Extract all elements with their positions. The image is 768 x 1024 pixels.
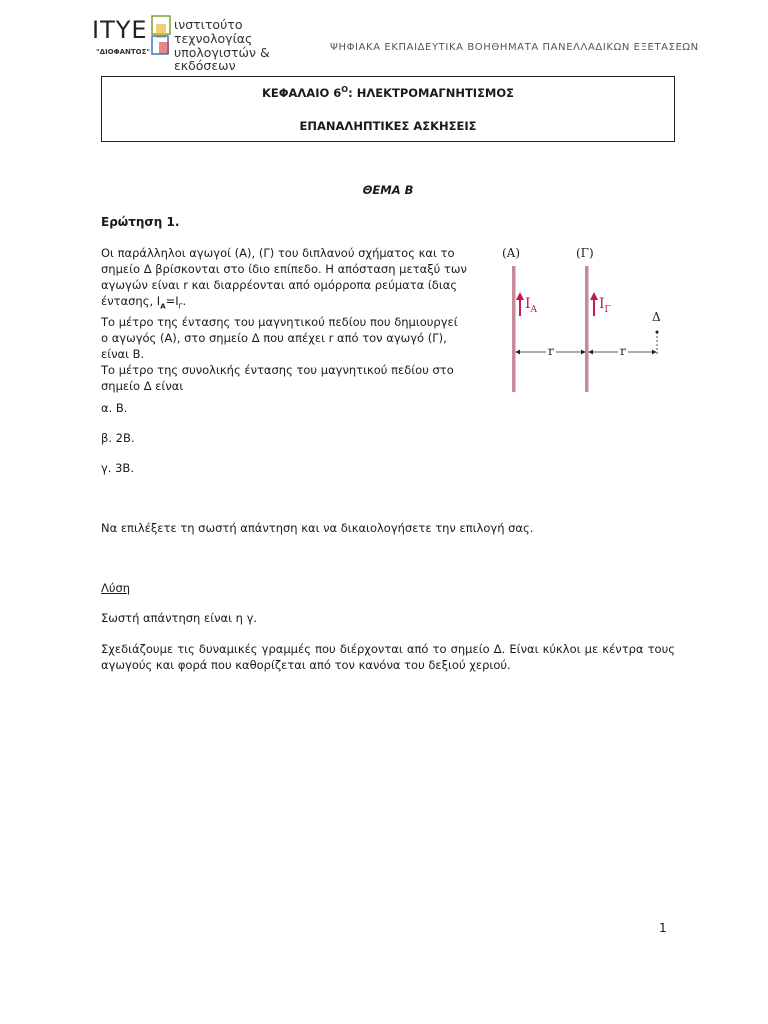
question-text bbox=[101, 245, 493, 394]
question-line-9: σημείο Δ είναι bbox=[101, 379, 184, 394]
question-line-4 bbox=[101, 293, 493, 314]
logo-line-3: υπολογιστών & εκδόσεων bbox=[174, 45, 270, 73]
chapter-title-box bbox=[101, 76, 675, 142]
instruction-text: Να επιλέξετε τη σωστή απάντηση και να δικαιολογήσετε την επιλογή σας. bbox=[101, 521, 534, 535]
question-line-2: σημείο Δ βρίσκονται στο ίδιο επίπεδο. Η απόσταση μεταξύ των bbox=[101, 262, 467, 276]
distance-label-2: r bbox=[620, 344, 626, 358]
figure-label-a: (Α) bbox=[502, 246, 521, 260]
intensity-mid: =Ι bbox=[165, 294, 179, 308]
solution-label: Λύση bbox=[101, 581, 131, 595]
figure-drawing bbox=[500, 244, 675, 394]
question-line-3: αγωγών είναι r και διαρρέονται από ομόρροπα ρεύματα ίδιας bbox=[101, 278, 458, 292]
question-line-5: Το μέτρο της έντασης του μαγνητικού πεδίου που δημιουργεί bbox=[101, 315, 458, 330]
distance-label-1: r bbox=[548, 344, 554, 358]
answer-text: Σωστή απάντηση είναι η γ. bbox=[101, 611, 258, 625]
current-a-symbol: Ι bbox=[525, 296, 531, 312]
question-line-1: Οι παράλληλοι αγωγοί (Α), (Γ) του διπλανού σχήματος και το bbox=[101, 246, 455, 260]
explanation-text: Σχεδιάζουμε τις δυναμικές γραμμές που διέρχονται από το σημείο Δ. Είναι κύκλοι με κέντρα τους αγωγούς και φορά που καθορίζεται από τον κανόνα του δεξιού χεριού. bbox=[101, 642, 675, 672]
logo-emblem-icon bbox=[150, 14, 172, 58]
current-a-sub: Α bbox=[530, 304, 538, 315]
conductors-figure bbox=[500, 244, 675, 394]
figure-label-g: (Γ) bbox=[576, 246, 594, 260]
current-arrow-a-icon bbox=[516, 292, 524, 316]
current-label-g bbox=[599, 296, 611, 315]
theme-heading: ΘΕΜΑ Β bbox=[362, 183, 414, 197]
point-d-label: Δ bbox=[652, 310, 661, 324]
wire-a bbox=[512, 266, 516, 392]
header-tagline: ΨΗΦΙΑΚΑ ΕΚΠΑΙΔΕΥΤΙΚΑ ΒΟΗΘΗΜΑΤΑ ΠΑΝΕΛΛΑΔΙΚΩΝ ΕΞΕΤΑΣΕΩΝ bbox=[330, 42, 699, 53]
point-d-dot bbox=[656, 331, 659, 334]
wire-g bbox=[585, 266, 589, 392]
chapter-suffix: : ΗΛΕΚΤΡΟΜΑΓΝΗΤΙΣΜΟΣ bbox=[348, 85, 515, 100]
intensity-sub-a: Α bbox=[160, 302, 166, 311]
logo-sub-text: "ΔΙΟΦΑΝΤΟΣ" bbox=[96, 48, 151, 56]
question-line-6: ο αγωγός (Α), στο σημείο Δ που απέχει r από τον αγωγό (Γ), bbox=[101, 331, 447, 346]
intensity-prefix: έντασης, Ι bbox=[101, 294, 161, 308]
current-g-sub: Γ bbox=[604, 304, 611, 315]
page-number: 1 bbox=[659, 921, 667, 935]
option-b: β. 2Β. bbox=[101, 431, 135, 445]
question-line-8: Το μέτρο της συνολικής έντασης του μαγνητικού πεδίου στο bbox=[101, 363, 454, 378]
current-arrow-g-icon bbox=[590, 292, 598, 316]
question-label: Ερώτηση 1. bbox=[101, 215, 180, 229]
option-c: γ. 3Β. bbox=[101, 461, 134, 475]
logo-line-2: τεχνολογίας bbox=[174, 31, 253, 46]
chapter-subtitle: ΕΠΑΝΑΛΗΠΤΙΚΕΣ ΑΣΚΗΣΕΙΣ bbox=[299, 119, 477, 133]
chapter-superscript: Ο bbox=[341, 85, 349, 94]
logo-line-1: ινστιτούτο bbox=[174, 17, 243, 32]
intensity-end: . bbox=[182, 294, 187, 308]
current-label-a bbox=[525, 296, 537, 315]
chapter-prefix: ΚΕΦΑΛΑΙΟ 6 bbox=[261, 85, 342, 100]
question-line-7: είναι Β. bbox=[101, 347, 145, 362]
header-logo bbox=[92, 14, 322, 73]
chapter-title bbox=[102, 85, 674, 100]
logo-main-text: ITYE bbox=[92, 16, 148, 44]
current-g-symbol: Ι bbox=[599, 296, 605, 312]
option-a: α. Β. bbox=[101, 401, 128, 415]
intensity-sub-g: Γ bbox=[178, 302, 183, 311]
